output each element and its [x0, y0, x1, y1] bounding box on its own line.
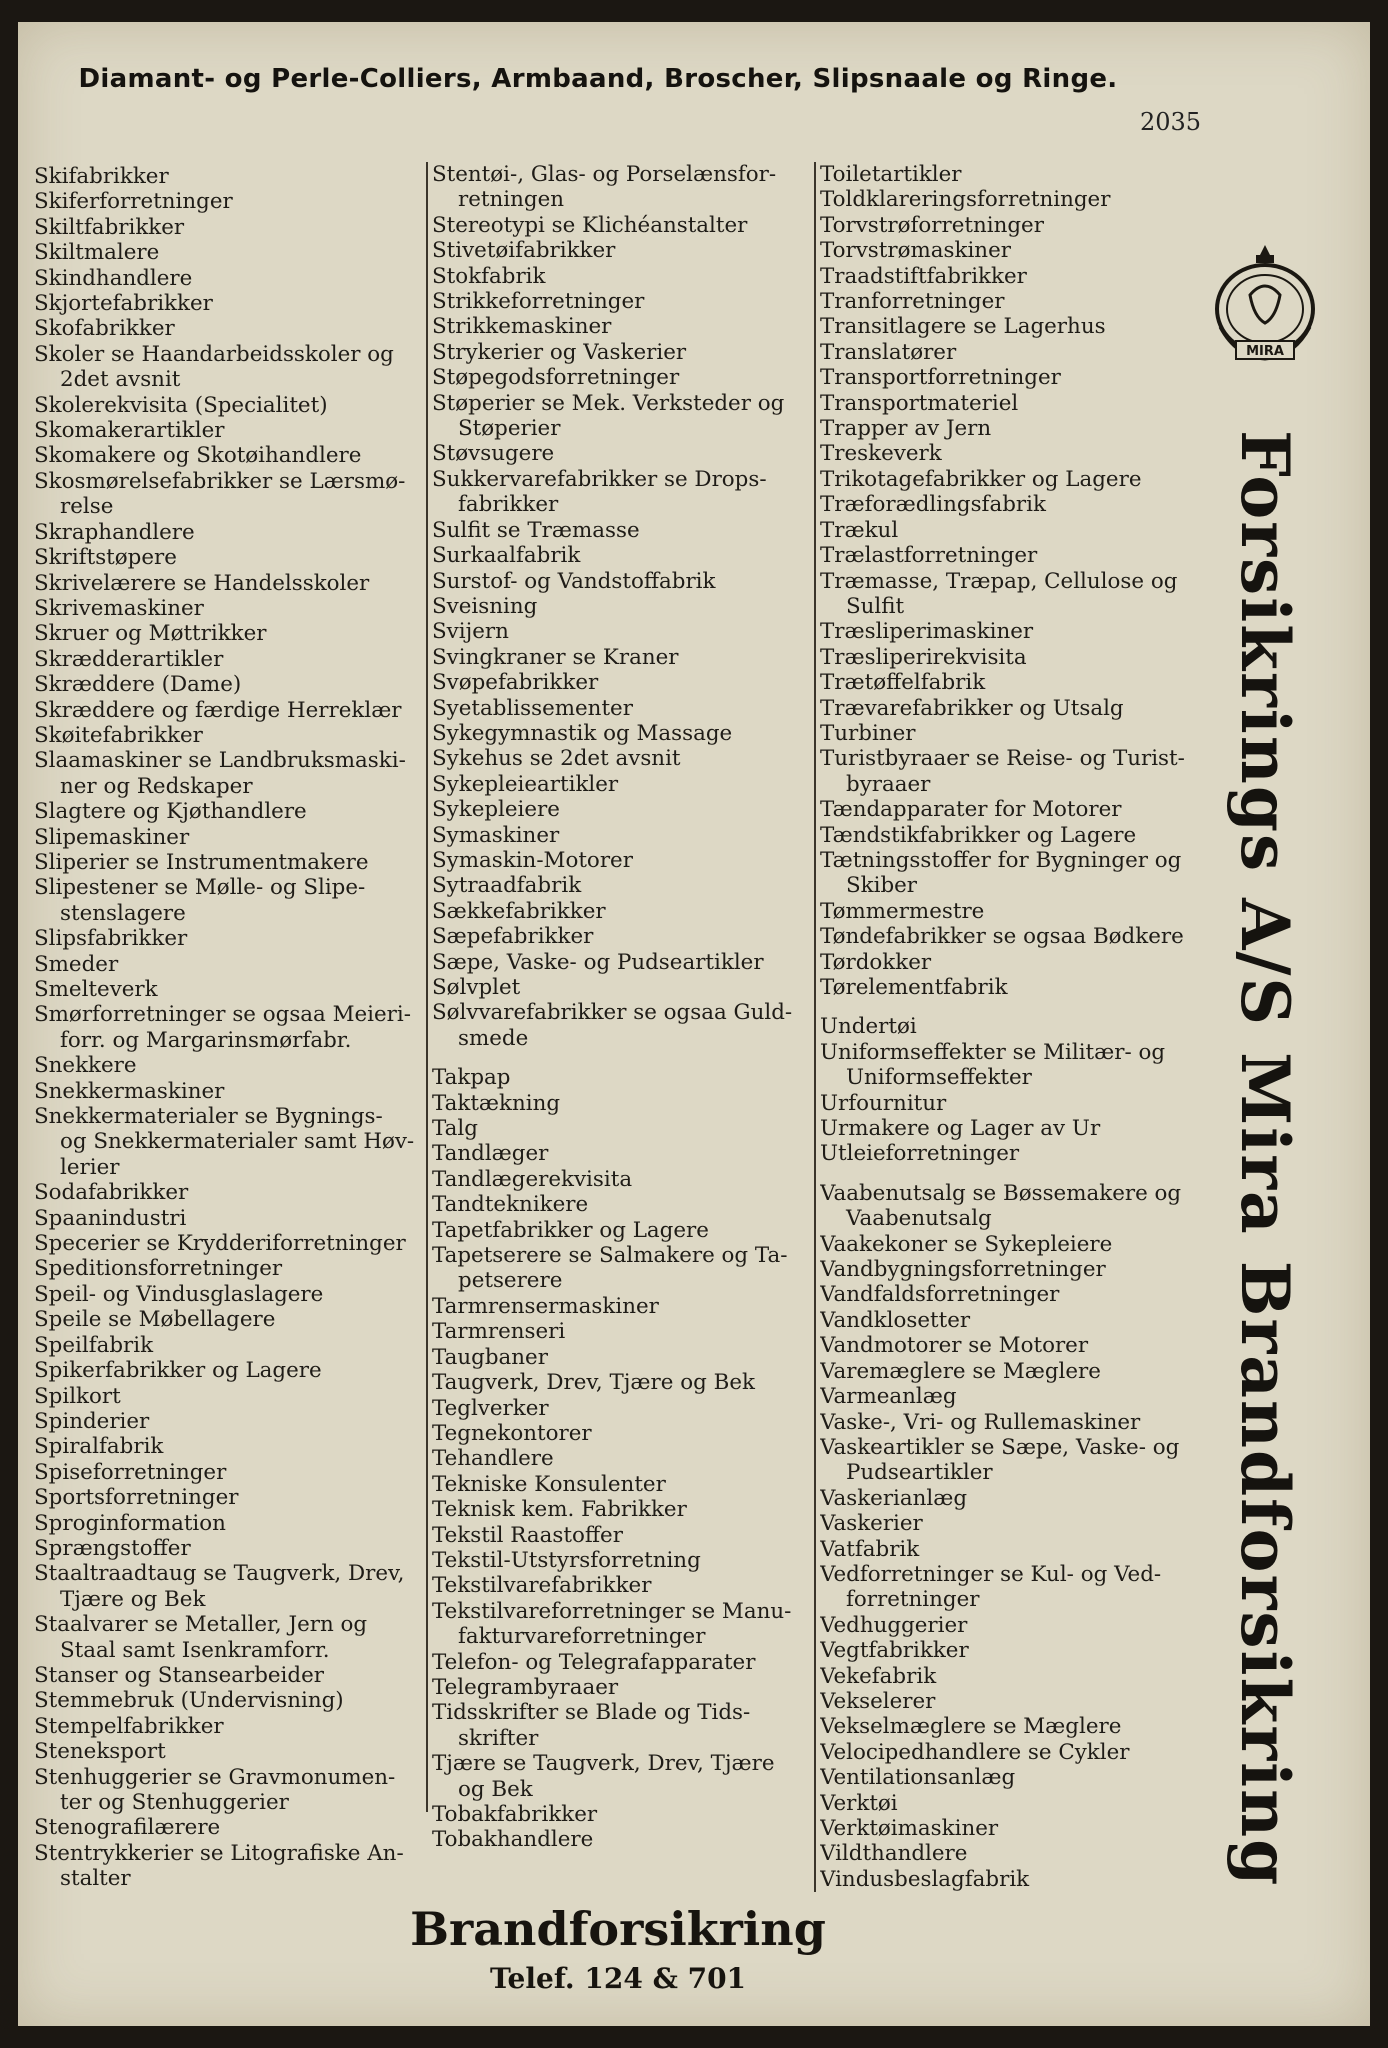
- directory-entry: Syetablissementer: [432, 695, 633, 721]
- directory-entry: Trævarefabrikker og Utsalg: [820, 695, 1124, 721]
- directory-entry: Tapetserere se Salmakere og Ta-: [432, 1243, 788, 1269]
- directory-entry: Spaanindustri: [34, 1205, 187, 1231]
- directory-entry: Tømmermestre: [820, 898, 985, 924]
- directory-entry: Urmakere og Lager av Ur: [820, 1116, 1101, 1142]
- directory-entry: Taugverk, Drev, Tjære og Bek: [432, 1370, 755, 1396]
- directory-entry: Steneksport: [34, 1739, 166, 1765]
- directory-entry: og Snekkermaterialer samt Høv-: [60, 1129, 415, 1155]
- directory-entry: Tøndefabrikker se ogsaa Bødkere: [820, 924, 1184, 950]
- directory-entry: Stanser og Stansearbeider: [34, 1662, 324, 1688]
- directory-entry: Torvstrøforretninger: [820, 212, 1044, 238]
- directory-entry: ner og Redskaper: [60, 773, 253, 799]
- directory-entry: relse: [60, 494, 114, 520]
- directory-entry: Vatfabrik: [820, 1536, 920, 1562]
- directory-entry: forretninger: [846, 1587, 980, 1613]
- directory-entry: Skifabrikker: [34, 164, 169, 189]
- directory-entry: Transitlagere se Lagerhus: [820, 314, 1106, 340]
- directory-entry: Skofabrikker: [34, 316, 175, 342]
- directory-entry: Spiralfabrik: [34, 1434, 164, 1460]
- directory-entry: Smelteverk: [34, 977, 158, 1002]
- directory-entry: Turbiner: [820, 720, 916, 746]
- directory-entry: Slipsfabrikker: [34, 926, 188, 952]
- directory-entry: Stentrykkerier se Litografiske An-: [34, 1840, 404, 1866]
- directory-column-3: [814, 162, 1220, 1892]
- directory-entry: Speil- og Vindusglaslagere: [34, 1281, 324, 1307]
- directory-entry: Smørforretninger se ogsaa Meieri-: [34, 1002, 411, 1028]
- page-header: Diamant- og Perle-Colliers, Armbaand, Broscher, Slipsnaale og Ringe.: [78, 64, 1118, 94]
- directory-entry: Tehandlere: [432, 1446, 554, 1472]
- directory-entry: Spilkort: [34, 1383, 121, 1409]
- directory-entry: Uniformseffekter: [846, 1065, 1032, 1091]
- directory-entry: Slaamaskiner se Landbruksmaski-: [34, 748, 406, 774]
- mira-logo: [1206, 237, 1324, 377]
- directory-entry: Tekstil Raastoffer: [432, 1522, 623, 1548]
- directory-entry: Vaabenutsalg: [846, 1206, 992, 1232]
- directory-entry: Tobakfabrikker: [432, 1802, 598, 1827]
- logo-text: MIRA: [1246, 344, 1284, 359]
- directory-entry: Symaskiner: [432, 822, 560, 848]
- directory-entry: Tandlæger: [432, 1141, 549, 1167]
- directory-entry: Støpegodsforretninger: [432, 365, 680, 391]
- directory-entry: Surkaalfabrik: [432, 543, 581, 569]
- directory-entry: Tændapparater for Motorer: [820, 797, 1122, 823]
- directory-entry: Stemmebruk (Undervisning): [34, 1688, 344, 1714]
- directory-entry: Tændstikfabrikker og Lagere: [820, 822, 1137, 848]
- directory-entry: Vegtfabrikker: [820, 1638, 969, 1664]
- directory-entry: Tarmrensermaskiner: [432, 1293, 659, 1319]
- directory-entry: Sulfit: [846, 593, 905, 619]
- directory-entry: Tjære se Taugverk, Drev, Tjære: [432, 1751, 775, 1777]
- directory-entry: Tørelementfabrik: [820, 975, 1008, 1000]
- directory-entry: Sprængstoffer: [34, 1535, 191, 1561]
- directory-entry: Træsliperirekvisita: [820, 644, 1027, 670]
- directory-entry: Transportmateriel: [820, 390, 1019, 416]
- directory-entry: Svingkraner se Kraner: [432, 644, 679, 670]
- directory-entry: Tobakhandlere: [432, 1827, 594, 1853]
- directory-entry: Vaskerianlæg: [820, 1485, 968, 1511]
- directory-entry: Skjortefabrikker: [34, 291, 213, 317]
- directory-entry: Skrivemaskiner: [34, 595, 204, 621]
- directory-entry: Sytraadfabrik: [432, 873, 582, 899]
- directory-entry: Snekkere: [34, 1053, 137, 1079]
- directory-entry: Sveisning: [432, 593, 538, 619]
- directory-entry: Telegrambyraaer: [432, 1674, 619, 1700]
- directory-entry: Tætningsstoffer for Bygninger og: [820, 847, 1182, 873]
- directory-entry: Stokfabrik: [432, 263, 546, 289]
- directory-entry: Vindusbeslagfabrik: [820, 1866, 1030, 1892]
- directory-entry: og Bek: [458, 1776, 533, 1802]
- directory-entry: Tjære og Bek: [60, 1586, 206, 1612]
- directory-entry: Tekniske Konsulenter: [432, 1471, 666, 1497]
- directory-entry: Vaskerier: [820, 1511, 923, 1537]
- directory-entry: Varemæglere se Mæglere: [820, 1358, 1101, 1384]
- directory-entry: Trapper av Jern: [820, 416, 992, 442]
- directory-entry: Speilfabrik: [34, 1332, 154, 1358]
- directory-entry: stenslagere: [60, 900, 186, 926]
- directory-entry: Strikkeforretninger: [432, 289, 645, 315]
- directory-page: [18, 22, 1370, 2026]
- directory-entry: Sæpe, Vaske- og Pudseartikler: [432, 949, 764, 975]
- directory-entry: Vaabenutsalg se Bøssemakere og: [820, 1180, 1182, 1206]
- directory-entry: Speile se Møbellagere: [34, 1307, 276, 1333]
- page-number: 2035: [1140, 108, 1202, 136]
- directory-entry: Skomakere og Skotøihandlere: [34, 443, 362, 469]
- directory-entry: Sulfit se Træmasse: [432, 517, 640, 543]
- directory-entry: Svijern: [432, 619, 509, 645]
- directory-entry: Skomakerartikler: [34, 418, 225, 444]
- directory-entry: Vaskeartikler se Sæpe, Vaske- og: [820, 1434, 1180, 1460]
- directory-entry: Surstof- og Vandstoffabrik: [432, 568, 716, 594]
- directory-entry: Spiseforretninger: [34, 1459, 227, 1485]
- directory-entry: Træmasse, Træpap, Cellulose og: [820, 568, 1178, 594]
- directory-entry: fakturvareforretninger: [458, 1624, 706, 1650]
- directory-entry: smede: [458, 1025, 529, 1051]
- directory-entry: Sliperier se Instrumentmakere: [34, 849, 369, 875]
- directory-entry: Skiber: [846, 873, 918, 899]
- directory-entry: Velocipedhandlere se Cykler: [820, 1739, 1130, 1765]
- directory-entry: Skrivelærere se Handelsskoler: [34, 570, 370, 596]
- footer-phone: Telef. 124 & 701: [489, 1962, 747, 1995]
- directory-entry: lerier: [60, 1154, 120, 1180]
- directory-entry: ter og Stenhuggerier: [60, 1790, 289, 1815]
- directory-entry: Urfournitur: [820, 1090, 947, 1116]
- directory-entry: Strykerier og Vaskerier: [432, 339, 687, 365]
- directory-entry: Ventilationsanlæg: [820, 1765, 1016, 1791]
- directory-entry: Treskeverk: [820, 441, 942, 467]
- directory-entry: Vekselerer: [820, 1688, 936, 1714]
- directory-entry: Utleieforretninger: [820, 1141, 1020, 1167]
- directory-entry: Sæpefabrikker: [432, 924, 594, 950]
- directory-entry: Tandteknikere: [432, 1192, 589, 1218]
- directory-entry: Spikerfabrikker og Lagere: [34, 1358, 322, 1384]
- directory-entry: Verktøimaskiner: [820, 1816, 999, 1841]
- directory-entry: Specerier se Krydderiforretninger: [34, 1231, 406, 1257]
- directory-entry: Takpap: [432, 1065, 511, 1091]
- directory-entry: Sportsforretninger: [34, 1485, 239, 1511]
- directory-entry: Skrædderartikler: [34, 646, 224, 672]
- directory-entry: Sukkervarefabrikker se Drops-: [432, 466, 767, 492]
- directory-entry: Taugbaner: [432, 1344, 548, 1370]
- directory-entry: Vaakekoner se Sykepleiere: [820, 1231, 1113, 1257]
- directory-entry: Trikotagefabrikker og Lagere: [820, 466, 1142, 492]
- directory-entry: Vildthandlere: [820, 1841, 968, 1867]
- directory-entry: retningen: [458, 187, 565, 213]
- directory-entry: Vandklosetter: [820, 1307, 971, 1333]
- directory-entry: Skindhandlere: [34, 265, 193, 291]
- directory-entry: Tandlægerekvisita: [432, 1166, 633, 1192]
- directory-entry: Stenografilærere: [34, 1815, 221, 1841]
- directory-entry: Snekkermaskiner: [34, 1078, 225, 1104]
- directory-entry: fabrikker: [458, 492, 559, 518]
- directory-entry: Transportforretninger: [820, 365, 1061, 391]
- directory-entry: Sykehus se 2det avsnit: [432, 746, 681, 772]
- directory-entry: Stenhuggerier se Gravmonumen-: [34, 1764, 396, 1790]
- directory-entry: Vedforretninger se Kul- og Ved-: [820, 1561, 1162, 1587]
- directory-entry: Skosmørelsefabrikker se Lærsmø-: [34, 468, 406, 494]
- directory-entry: Skoler se Haandarbeidsskoler og: [34, 341, 394, 367]
- directory-entry: Svøpefabrikker: [432, 670, 599, 696]
- directory-entry: Vedhuggerier: [820, 1612, 968, 1638]
- directory-entry: petserere: [458, 1268, 563, 1294]
- directory-entry: Slagtere og Kjøthandlere: [34, 799, 307, 825]
- directory-entry: Taktækning: [432, 1090, 561, 1116]
- directory-entry: Skøitefabrikker: [34, 722, 203, 748]
- footer-title: Brandforsikring: [410, 1902, 826, 1956]
- directory-entry: Stereotypi se Klichéanstalter: [432, 212, 748, 238]
- directory-entry: Tørdokker: [820, 949, 932, 975]
- directory-entry: Sækkefabrikker: [432, 898, 606, 924]
- directory-entry: Teglverker: [432, 1395, 549, 1421]
- directory-entry: Telefon- og Telegrafapparater: [432, 1649, 756, 1675]
- directory-entry: Traadstiftfabrikker: [820, 263, 1027, 289]
- directory-entry: Sproginformation: [34, 1510, 226, 1536]
- directory-entry: Toldklareringsforretninger: [820, 187, 1111, 213]
- directory-entry: Uniformseffekter se Militær- og: [820, 1039, 1166, 1065]
- directory-entry: Stentøi-, Glas- og Porselænsfor-: [432, 162, 777, 187]
- directory-entry: forr. og Margarinsmørfabr.: [60, 1027, 352, 1053]
- directory-entry: 2det avsnit: [60, 367, 181, 393]
- directory-entry: Vandmotorer se Motorer: [820, 1333, 1089, 1359]
- directory-entry: Træforædlingsfabrik: [820, 492, 1046, 518]
- directory-entry: Skiferforretninger: [34, 189, 233, 215]
- directory-entry: Vandbygningsforretninger: [820, 1257, 1106, 1283]
- directory-entry: Sølvvarefabrikker se ogsaa Guld-: [432, 1000, 793, 1026]
- directory-entry: Trækul: [820, 517, 899, 543]
- directory-entry: byraaer: [846, 771, 931, 797]
- directory-entry: Staalvarer se Metaller, Jern og: [34, 1612, 368, 1638]
- directory-entry: Sølvplet: [432, 975, 521, 1000]
- vertical-advertisement: Forsikrings A/S Mira Brandforsikring: [1226, 430, 1304, 1888]
- directory-entry: Skræddere (Dame): [34, 672, 242, 698]
- directory-entry: Smeder: [34, 951, 119, 977]
- directory-entry: Translatører: [820, 339, 957, 365]
- directory-entry: Slipemaskiner: [34, 824, 190, 850]
- directory-entry: Pudseartikler: [846, 1460, 993, 1486]
- directory-column-1: [34, 164, 436, 1892]
- directory-entry: Tekstilvareforretninger se Manu-: [432, 1598, 792, 1624]
- directory-entry: skrifter: [458, 1725, 539, 1751]
- directory-entry: Snekkermaterialer se Bygnings-: [34, 1104, 383, 1130]
- directory-entry: Tegnekontorer: [432, 1420, 592, 1446]
- directory-entry: Skriftstøpere: [34, 545, 177, 571]
- directory-entry: Sykegymnastik og Massage: [432, 720, 733, 746]
- directory-entry: Skræddere og færdige Herreklær: [34, 697, 402, 723]
- directory-entry: Talg: [432, 1116, 478, 1142]
- directory-entry: Torvstrømaskiner: [820, 238, 1011, 264]
- directory-entry: Stivetøifabrikker: [432, 238, 616, 264]
- directory-entry: Sykepleieartikler: [432, 771, 619, 797]
- directory-entry: Staal samt Isenkramforr.: [60, 1637, 330, 1663]
- directory-entry: Tekstil-Utstyrsforretning: [432, 1547, 701, 1573]
- directory-entry: Turistbyraaer se Reise- og Turist-: [820, 746, 1185, 772]
- directory-entry: Støvsugere: [432, 441, 555, 467]
- directory-entry: Strikkemaskiner: [432, 314, 612, 340]
- directory-column-2: [426, 162, 824, 1853]
- directory-entry: Skolerekvisita (Specialitet): [34, 392, 328, 418]
- directory-entry: Speditionsforretninger: [34, 1256, 283, 1282]
- directory-entry: Vekefabrik: [820, 1663, 937, 1689]
- directory-entry: Spinderier: [34, 1408, 150, 1434]
- directory-entry: Træsliperimaskiner: [820, 619, 1034, 645]
- directory-entry: Tarmrenseri: [432, 1319, 566, 1345]
- directory-entry: Skiltfabrikker: [34, 214, 185, 240]
- directory-entry: stalter: [60, 1866, 131, 1892]
- directory-entry: Skruer og Møttrikker: [34, 621, 267, 647]
- directory-entry: Tranforretninger: [820, 289, 1005, 315]
- directory-entry: Slipestener se Mølle- og Slipe-: [34, 875, 366, 901]
- directory-entry: Undertøi: [820, 1014, 917, 1040]
- directory-entry: Vaske-, Vri- og Rullemaskiner: [820, 1409, 1141, 1435]
- directory-entry: Tapetfabrikker og Lagere: [432, 1217, 709, 1243]
- directory-entry: Trætøffelfabrik: [820, 670, 986, 696]
- directory-entry: Stempelfabrikker: [34, 1713, 224, 1739]
- directory-entry: Tidsskrifter se Blade og Tids-: [432, 1700, 751, 1726]
- directory-entry: Sykepleiere: [432, 797, 560, 823]
- directory-entry: Skiltmalere: [34, 240, 160, 266]
- directory-entry: Teknisk kem. Fabrikker: [432, 1497, 687, 1523]
- directory-entry: Varmeanlæg: [820, 1384, 957, 1410]
- directory-entry: Toiletartikler: [820, 162, 962, 187]
- directory-entry: Trælastforretninger: [820, 543, 1038, 569]
- directory-entry: Staaltraadtaug se Taugverk, Drev,: [34, 1561, 405, 1587]
- directory-entry: Tekstilvarefabrikker: [432, 1573, 652, 1599]
- directory-entry: Støperier: [458, 416, 561, 442]
- directory-entry: Vandfaldsforretninger: [820, 1282, 1060, 1308]
- directory-entry: Verktøi: [820, 1790, 898, 1816]
- directory-entry: Vekselmæglere se Mæglere: [820, 1714, 1122, 1740]
- directory-entry: Støperier se Mek. Verksteder og: [432, 390, 785, 416]
- directory-entry: Symaskin-Motorer: [432, 847, 633, 873]
- directory-entry: Sodafabrikker: [34, 1180, 189, 1206]
- directory-entry: Skraphandlere: [34, 519, 195, 545]
